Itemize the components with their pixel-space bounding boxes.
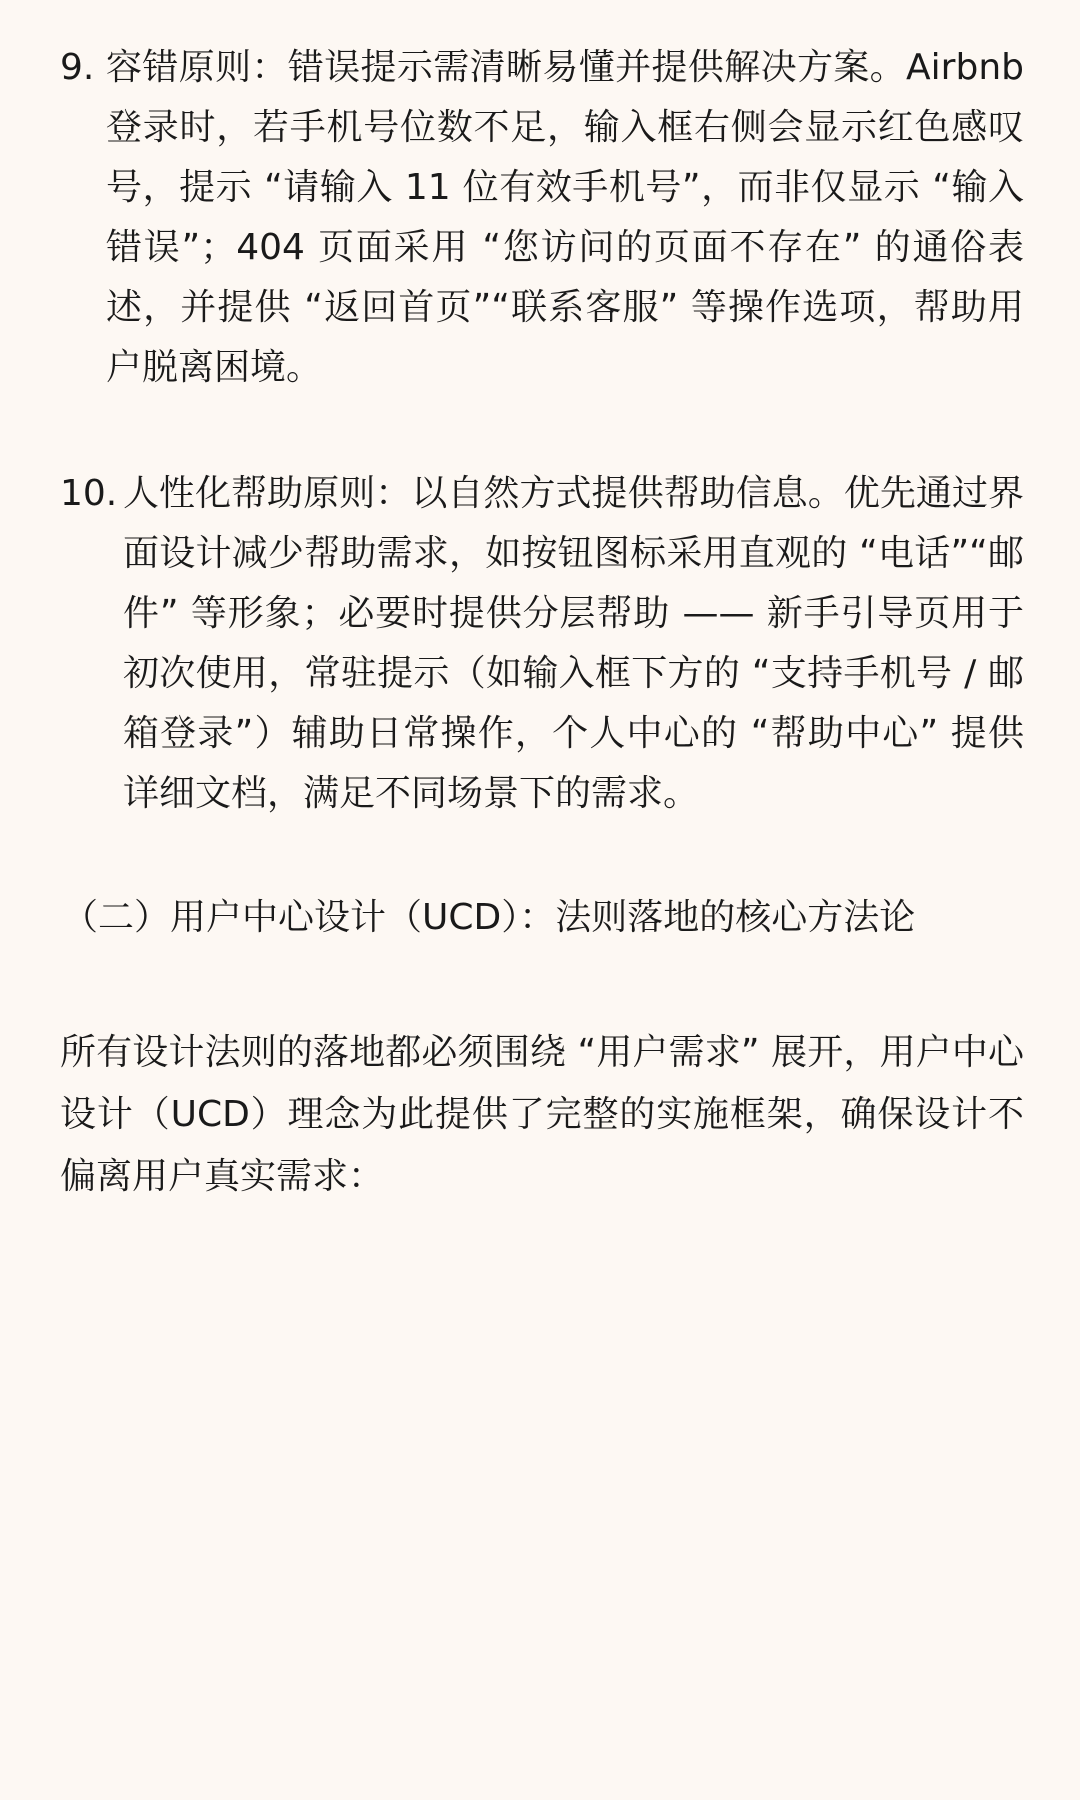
list-item-9 bbox=[60, 38, 1024, 398]
list-item-text: 容错原则：错误提示需清晰易懂并提供解决方案。Airbnb 登录时，若手机号位数不足，输入框右侧会显示红色感叹号，提示 “请输入 11 位有效手机号”，而非仅显示 “输入错误”；404 页面采用 “您访问的页面不存在” 的通俗表述，并提供 “返回首页”“联系客服” 等操作选项，帮助用户脱离困境。 bbox=[106, 47, 1024, 388]
list-number: 9. bbox=[60, 47, 95, 88]
intro-paragraph: 所有设计法则的落地都必须围绕 “用户需求” 展开，用户中心设计（UCD）理念为此提供了完整的实施框架，确保设计不偏离用户真实需求： bbox=[60, 1032, 1024, 1197]
list-item-10 bbox=[60, 464, 1024, 824]
list-number: 10. bbox=[60, 473, 118, 514]
section-heading: （二）用户中心设计（UCD）：法则落地的核心方法论 bbox=[62, 897, 916, 938]
list-item-text: 人性化帮助原则：以自然方式提供帮助信息。优先通过界面设计减少帮助需求，如按钮图标采用直观的 “电话”“邮件” 等形象；必要时提供分层帮助 —— 新手引导页用于初次使用，常驻提示（如输入框下方的 “支持手机号 / 邮箱登录”）辅助日常操作，个人中心的 “帮助中心” 提供详细文档，满足不同场景下的需求。 bbox=[123, 473, 1024, 814]
